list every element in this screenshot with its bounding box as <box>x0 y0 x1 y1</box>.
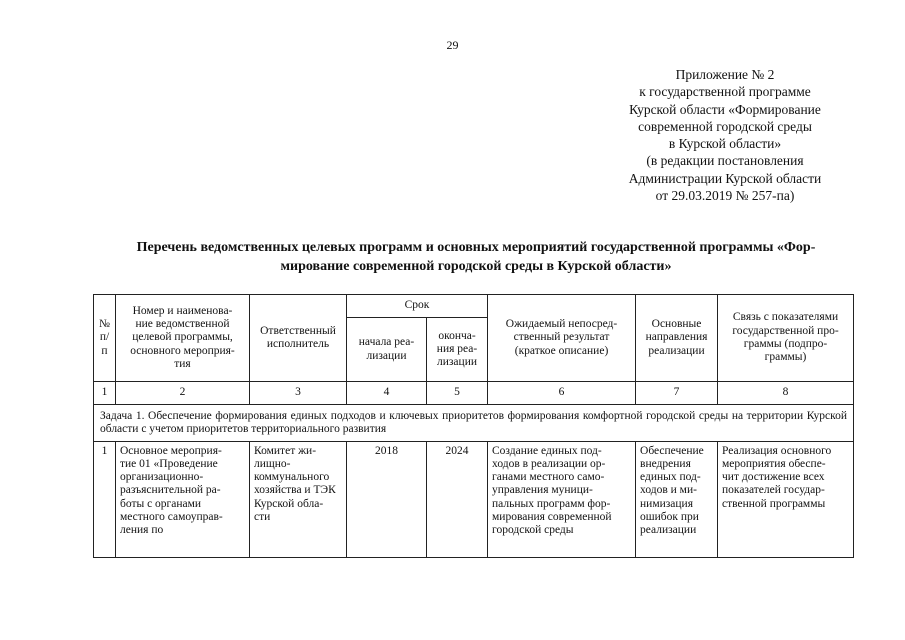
appendix-line: от 29.03.2019 № 257-па) <box>655 188 795 204</box>
table-header-row <box>94 295 854 318</box>
appendix-line: (в редакции постановления <box>646 153 804 169</box>
row-term-start: 2018 <box>347 441 427 557</box>
header-result: Ожидаемый непосред- ственный результат (краткое описание) <box>488 295 636 382</box>
column-number: 5 <box>427 382 488 405</box>
column-number: 8 <box>718 382 854 405</box>
row-program-name: Основное мероприя- тие 01 «Проведение организационно- разъяснительной ра- боты с органами местного самоуправ- ления по <box>116 441 250 557</box>
row-link: Реализация основного мероприятия обеспе- чит достижение всех показателей государ- ственной программы <box>718 441 854 557</box>
column-numbers-row <box>94 382 854 405</box>
appendix-line: Администрации Курской области <box>628 170 822 186</box>
column-number: 4 <box>347 382 427 405</box>
header-link: Связь с показателями государственной про- граммы (подпро- граммы) <box>718 295 854 382</box>
header-program-name: Номер и наименова- ние ведомственной целевой программы, основного мероприя- тия <box>116 295 250 382</box>
row-num: 1 <box>94 441 116 557</box>
header-num: № п/п <box>94 295 116 382</box>
page-number: 29 <box>446 38 459 52</box>
document-title-line: Перечень ведомственных целевых программ и основных мероприятий государственной программы «Фор- <box>136 240 816 255</box>
header-term-end: оконча- ния реа- лизации <box>427 318 488 382</box>
column-number: 1 <box>94 382 116 405</box>
appendix-block <box>590 66 860 204</box>
column-number: 6 <box>488 382 636 405</box>
appendix-line: Курской области «Формирование <box>629 101 821 117</box>
table-row <box>94 441 854 557</box>
header-executor: Ответственный исполнитель <box>250 295 347 382</box>
column-number: 2 <box>116 382 250 405</box>
document-title-line: мирование современной городской среды в Курской области» <box>280 259 672 274</box>
row-directions: Обеспечение внедрения единых под- ходов и ми- нимизация ошибок при реализации <box>636 441 718 557</box>
appendix-line: Приложение № 2 <box>675 67 775 82</box>
appendix-line: в Курской области» <box>668 136 782 152</box>
programs-table <box>93 294 854 558</box>
header-term: Срок <box>347 295 488 318</box>
header-directions: Основные направления реализации <box>636 295 718 382</box>
task-description: Задача 1. Обеспечение формирования единых подходов и ключевых приоритетов формирования комфортной городской среды на территории Курской области с учетом приоритетов территориального развития <box>94 405 854 442</box>
document-title <box>96 238 856 276</box>
column-number: 7 <box>636 382 718 405</box>
header-term-start: начала реа- лизации <box>347 318 427 382</box>
appendix-line: к государственной программе <box>639 84 811 100</box>
column-number: 3 <box>250 382 347 405</box>
appendix-line: современной городской среды <box>638 118 812 134</box>
row-term-end: 2024 <box>427 441 488 557</box>
row-executor: Комитет жи- лищно- коммунального хозяйства и ТЭК Курской обла- сти <box>250 441 347 557</box>
row-result: Создание единых под- ходов в реализации ор- ганами местного само- управления муници- пальных программ фор- мирования современной городской среды <box>488 441 636 557</box>
task-row <box>94 405 854 442</box>
